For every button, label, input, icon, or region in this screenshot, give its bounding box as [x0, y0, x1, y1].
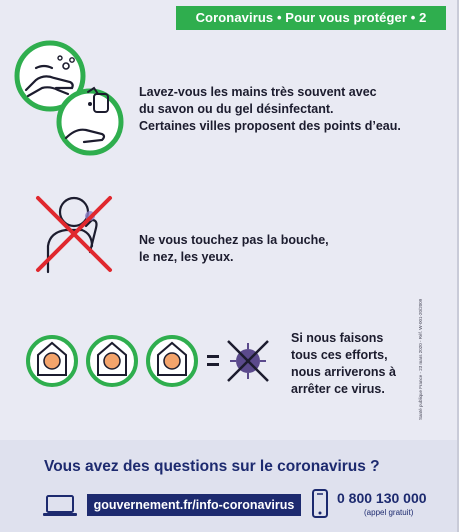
mobile-phone-icon — [311, 489, 329, 519]
footer-panel — [0, 440, 457, 532]
tip-line: Certaines villes proposent des points d’eau. — [139, 119, 401, 133]
laptop-icon — [42, 494, 78, 518]
phone-number[interactable]: 0 800 130 000 — [337, 490, 427, 506]
crossed-virus-icon — [228, 341, 268, 381]
tip-line: arrêter ce virus. — [291, 382, 385, 396]
tip-efforts-text — [291, 330, 396, 398]
tip-line: nous arriverons à — [291, 365, 396, 379]
tip-no-face-touch-text — [139, 232, 329, 266]
person-icon — [28, 337, 76, 385]
phone-note: (appel gratuit) — [364, 508, 414, 517]
tip-line: Ne vous touchez pas la bouche, — [139, 233, 329, 247]
hand-washing-icon — [14, 38, 124, 158]
reference-note: Santé publique France - 23 mars 2020 - Réf. W-001-20/2009 — [418, 298, 423, 420]
tip-hand-washing-text — [139, 84, 401, 135]
tip-line: Si nous faisons — [291, 331, 384, 345]
no-face-touch-icon — [30, 190, 120, 280]
banner-title: Coronavirus • Pour vous protéger • 2 — [176, 6, 446, 30]
person-icon — [88, 337, 136, 385]
tip-line: du savon ou du gel désinfectant. — [139, 102, 334, 116]
footer-question: Vous avez des questions sur le coronavirus ? — [44, 458, 380, 475]
tip-line: le nez, les yeux. — [139, 250, 234, 264]
info-url-link[interactable]: gouvernement.fr/info-coronavirus — [87, 494, 301, 516]
equals-icon — [207, 355, 219, 366]
people-equals-no-virus-icon — [24, 325, 274, 397]
tip-line: Lavez-vous les mains très souvent avec — [139, 85, 377, 99]
tip-line: tous ces efforts, — [291, 348, 388, 362]
person-icon — [148, 337, 196, 385]
